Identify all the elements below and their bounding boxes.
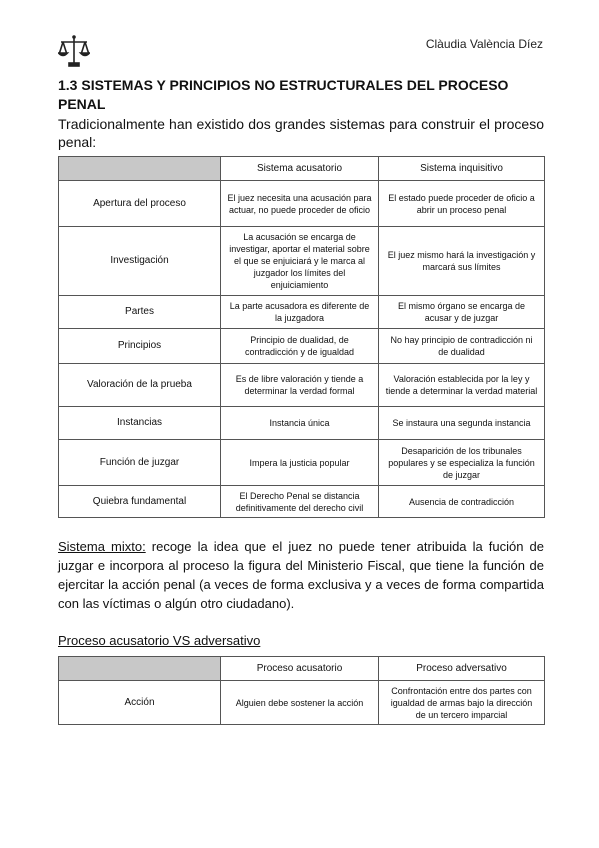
table-cell: Desaparición de los tribunales populares y se especializa la función de juzgar (379, 440, 545, 486)
mixed-system-label: Sistema mixto: (58, 539, 146, 554)
subheading: Proceso acusatorio VS adversativo (58, 633, 261, 648)
table-row (59, 329, 545, 364)
table-header-cell: Sistema inquisitivo (379, 157, 545, 181)
table-row (59, 227, 545, 296)
table-cell: No hay principio de contradicción ni de dualidad (379, 329, 545, 364)
table-cell: Valoración establecida por la ley y tiende a determinar la verdad material (379, 364, 545, 407)
table-cell: El estado puede proceder de oficio a abrir un proceso penal (379, 181, 545, 227)
table-cell: Impera la justicia popular (221, 440, 379, 486)
table-cell: El Derecho Penal se distancia definitivamente del derecho civil (221, 486, 379, 518)
table-row (59, 486, 545, 518)
table-header-cell (59, 657, 221, 681)
table-cell: Es de libre valoración y tiende a determinar la verdad formal (221, 364, 379, 407)
section-title: 1.3 SISTEMAS Y PRINCIPIOS NO ESTRUCTURALES DEL PROCESO PENAL (58, 77, 509, 112)
table-row (59, 181, 545, 227)
row-label: Quiebra fundamental (59, 486, 221, 518)
mixed-system-text: recoge la idea que el juez no puede tener atribuida la fución de juzgar e incorpora al proceso la figura del Ministerio Fiscal, que tiene la función de ejercitar la acción penal (a veces de forma exclusiva y a veces de forma compartida con las víctimas o algún otro ciudadano). (58, 539, 544, 611)
table-cell: La parte acusadora es diferente de la juzgadora (221, 296, 379, 329)
mixed-system-paragraph (58, 537, 544, 613)
table-cell: Confrontación entre dos partes con igualdad de armas bajo la dirección de un tercero imparcial (379, 681, 545, 725)
row-label: Investigación (59, 227, 221, 296)
table-row (59, 296, 545, 329)
table-cell: Alguien debe sostener la acción (221, 681, 379, 725)
row-label: Acción (59, 681, 221, 725)
process-comparison-table (58, 656, 545, 725)
table-row (59, 407, 545, 440)
intro-paragraph: Tradicionalmente han existido dos grandes sistemas para construir el proceso penal: (58, 116, 544, 150)
table-cell: Principio de dualidad, de contradicción y de igualdad (221, 329, 379, 364)
table-cell: El juez mismo hará la investigación y marcará sus límites (379, 227, 545, 296)
table-header-row (59, 157, 545, 181)
row-label: Partes (59, 296, 221, 329)
author-name: Clàudia València Díez (425, 37, 543, 51)
table-cell: El mismo órgano se encarga de acusar y de juzgar (379, 296, 545, 329)
table-header-cell: Proceso adversativo (379, 657, 545, 681)
row-label: Principios (59, 329, 221, 364)
table-header-row (59, 657, 545, 681)
scales-of-justice-icon (58, 34, 90, 68)
row-label: Valoración de la prueba (59, 364, 221, 407)
row-label: Función de juzgar (59, 440, 221, 486)
table-header-cell: Sistema acusatorio (221, 157, 379, 181)
table-cell: La acusación se encarga de investigar, aportar el material sobre el que se enjuiciará y le marca al juzgador los límites del enjuiciamiento (221, 227, 379, 296)
table-header-cell (59, 157, 221, 181)
row-label: Instancias (59, 407, 221, 440)
table-cell: Instancia única (221, 407, 379, 440)
table-cell: Ausencia de contradicción (379, 486, 545, 518)
table-header-cell: Proceso acusatorio (221, 657, 379, 681)
table-row (59, 364, 545, 407)
table-cell: Se instaura una segunda instancia (379, 407, 545, 440)
systems-comparison-table (58, 156, 545, 518)
row-label: Apertura del proceso (59, 181, 221, 227)
table-row (59, 440, 545, 486)
table-row (59, 681, 545, 725)
table-cell: El juez necesita una acusación para actuar, no puede proceder de oficio (221, 181, 379, 227)
